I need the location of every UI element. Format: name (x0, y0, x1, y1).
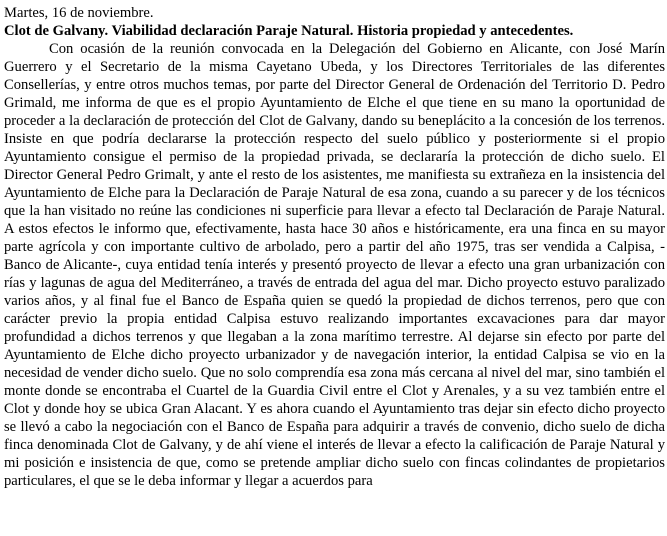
entry-body: Con ocasión de la reunión convocada en la Delegación del Gobierno en Alicante, con José Marín Guerrero y el Secretario de la misma Cayetano Ubeda, y los Directores Territoriales de las diferentes Consellerías, y entre otros muchos temas, por parte del Director General de Ordenación del Territorio D. Pedro Grimald, me informa de que es el propio Ayuntamiento de Elche el que tiene en su mano la oportunidad de proceder a la declaración de protección del Clot de Galvany, dando su beneplácito a la concesión de los terrenos. Insiste en que podría declararse la protección respecto del suelo público y posteriormente si el propio Ayuntamiento consigue el permiso de la propiedad privada, se declararía la protección de dicho suelo. El Director General Pedro Grimalt, y ante el resto de los asistentes, me manifiesta su extrañeza en la insistencia del Ayuntamiento de Elche para la Declaración de Paraje Natural de esa zona, cuando a su parecer y de los técnicos que la han visitado no reúne las condiciones ni superficie para llevar a efecto tal Declaración de Paraje Natural. A estos efectos le informo que, efectivamente, hasta hace 30 años e históricamente, era una finca en su mayor parte agrícola y con importante cultivo de arbolado, pero a partir del año 1975, tras ser vendida a Calpisa, -Banco de Alicante-, cuya entidad tenía interés y presentó proyecto de llevar a efecto una gran urbanización con rías y lagunas de agua del Mediterráneo, a través de entrada del agua del mar. Dicho proyecto estuvo paralizado varios años, y al final fue el Banco de España quien se quedó la propiedad de dichos terrenos, pero que con carácter previo la propia entidad Calpisa estuvo realizando importantes excavaciones para dar mayor profundidad a dichos terrenos y que llegaban a la zona marítimo terrestre. Al dejarse sin efecto por parte del Ayuntamiento de Elche dicho proyecto urbanizador y de navegación interior, la entidad Calpisa se vio en la necesidad de vender dicho suelo. Que no solo comprendía esa zona más cercana al nivel del mar, sino también el monte donde se encontraba el Cuartel de la Guardia Civil entre el Clot y Arenales, y a su vez también entre el Clot y donde hoy se ubica Gran Alacant. Y es ahora cuando el Ayuntamiento tras dejar sin efecto dicho proyecto se llevó a cabo la negociación con el Banco de España para adquirir a través de convenio, dicho suelo de dicha finca denominada Clot de Galvany, y de ahí viene el interés de llevar a efecto la calificación de Paraje Natural y mi posición e insistencia de que, como se pretende ampliar dicho suelo con fincas colindantes de propietarios particulares, el que se le deba informar y llegar a acuerdos para (4, 41, 665, 489)
entry-date: Martes, 16 de noviembre. (4, 5, 154, 21)
entry-title: Clot de Galvany. Viabilidad declaración Paraje Natural. Historia propiedad y antecedentes. (4, 23, 574, 39)
document-page (4, 4, 665, 490)
